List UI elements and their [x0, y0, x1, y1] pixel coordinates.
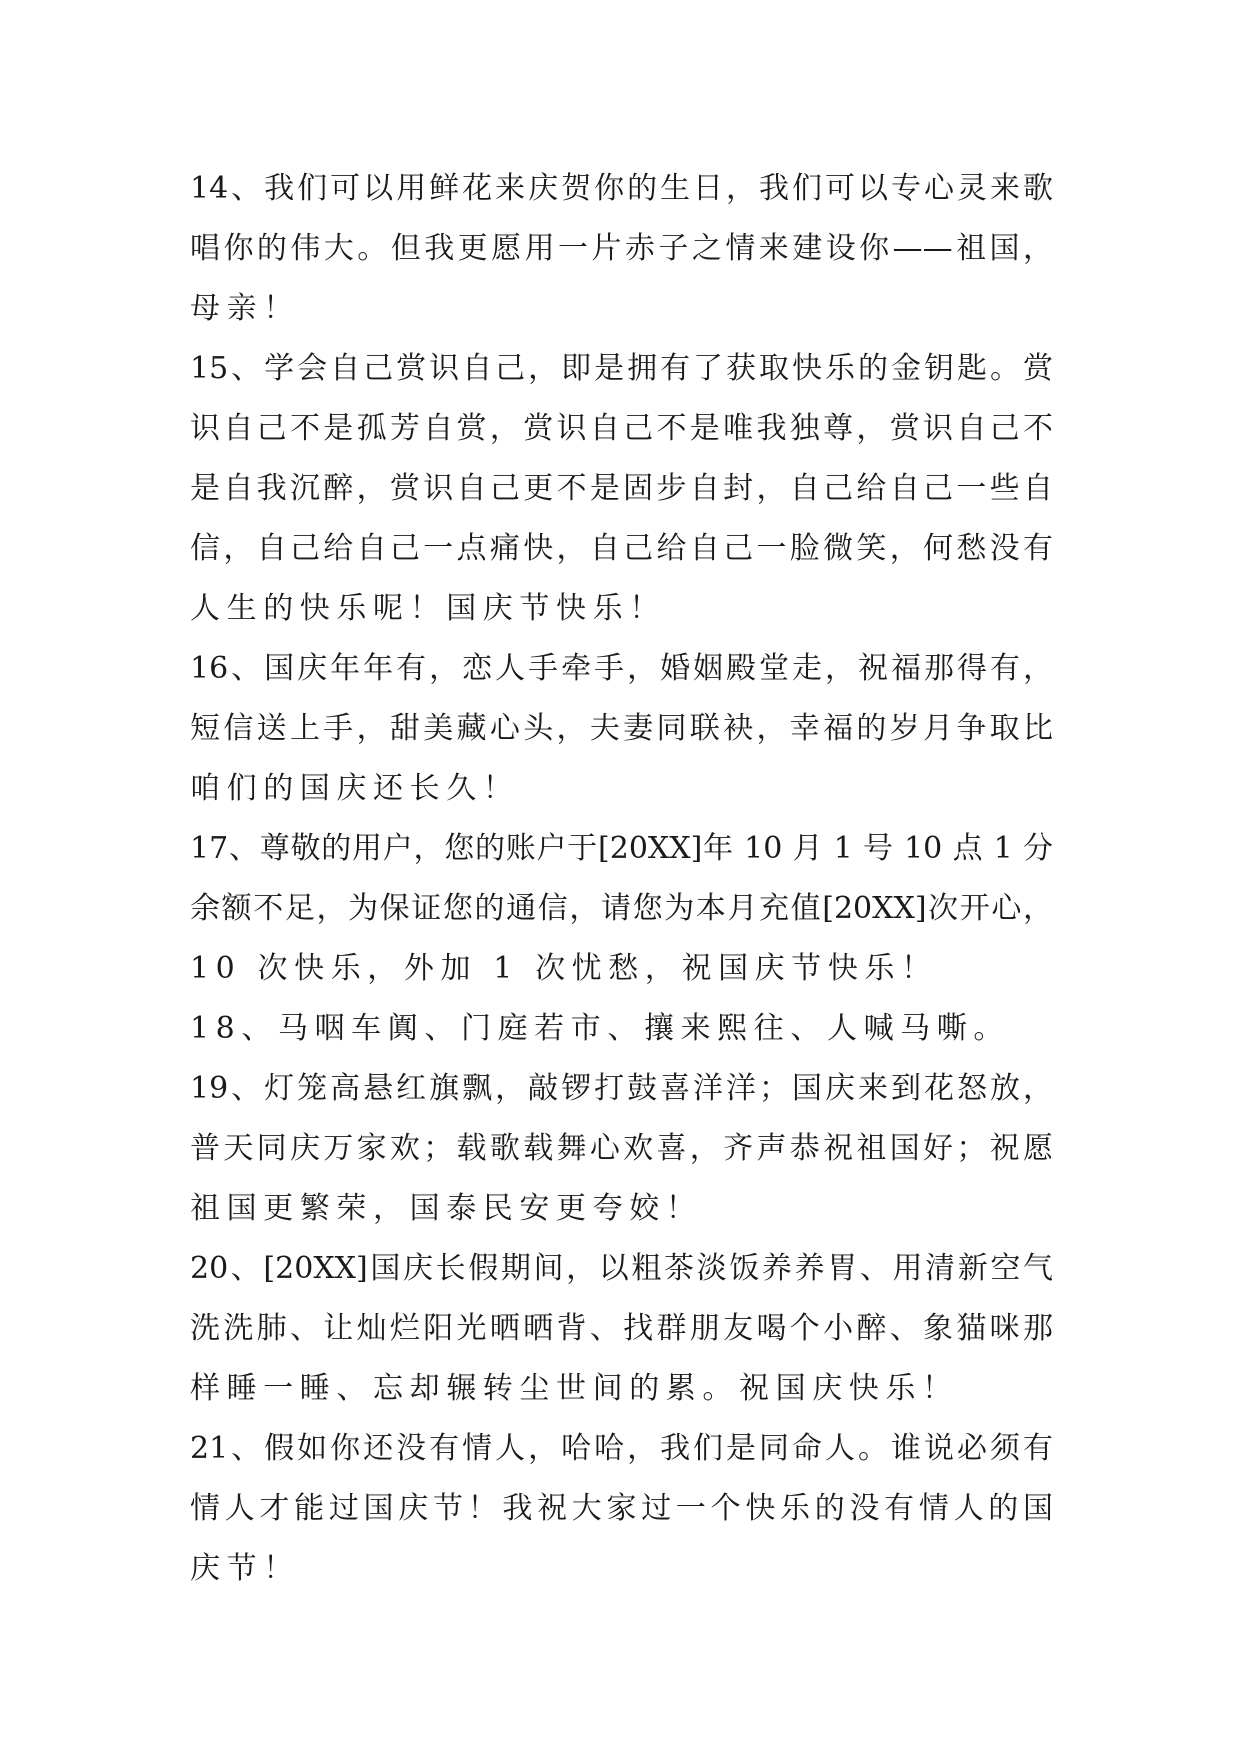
text-line: 21、假如你还没有情人，哈哈，我们是同命人。谁说必须有 [190, 1431, 1053, 1466]
paragraph-14 [190, 159, 1053, 339]
text-line: 母亲！ [190, 291, 300, 326]
text-line: 普天同庆万家欢；载歌载舞心欢喜，齐声恭祝祖国好；祝愿 [190, 1131, 1053, 1166]
text-line: 唱你的伟大。但我更愿用一片赤子之情来建设你——祖国， [190, 231, 1053, 266]
text-line: 19、灯笼高悬红旗飘，敲锣打鼓喜洋洋；国庆来到花怒放， [190, 1071, 1053, 1106]
text-line: 18、马咽车阗、门庭若市、攘来熙往、人喊马嘶。 [190, 1011, 1010, 1046]
text-line: 洗洗肺、让灿烂阳光晒晒背、找群朋友喝个小醉、象猫咪那 [190, 1311, 1053, 1346]
text-line: 情人才能过国庆节！我祝大家过一个快乐的没有情人的国 [190, 1491, 1053, 1526]
text-line: 样睡一睡、忘却辗转尘世间的累。祝国庆快乐！ [190, 1371, 959, 1406]
text-line: 庆节！ [190, 1551, 300, 1586]
paragraph-17 [190, 819, 1053, 999]
paragraph-21 [190, 1419, 1053, 1599]
text-line: 20、[20XX]国庆长假期间，以粗茶淡饭养养胃、用清新空气 [190, 1251, 1053, 1286]
text-line: 17、尊敬的用户，您的账户于[20XX]年 10 月 1 号 10 点 1 分 [190, 831, 1053, 866]
paragraph-20 [190, 1239, 1053, 1419]
text-line: 是自我沉醉，赏识自己更不是固步自封，自己给自己一些自 [190, 471, 1053, 506]
paragraph-19 [190, 1059, 1053, 1239]
text-line: 余额不足，为保证您的通信，请您为本月充值[20XX]次开心， [190, 891, 1053, 926]
paragraph-16 [190, 639, 1053, 819]
text-line: 14、我们可以用鲜花来庆贺你的生日，我们可以专心灵来歌 [190, 171, 1053, 206]
text-line: 人生的快乐呢！国庆节快乐！ [190, 591, 666, 626]
document-body [190, 159, 1053, 1599]
text-line: 16、国庆年年有，恋人手牵手，婚姻殿堂走，祝福那得有， [190, 651, 1053, 686]
text-line: 祖国更繁荣，国泰民安更夸姣！ [190, 1191, 703, 1226]
text-line: 咱们的国庆还长久！ [190, 771, 520, 806]
paragraph-15 [190, 339, 1053, 639]
text-line: 10 次快乐，外加 1 次忧愁，祝国庆节快乐！ [190, 951, 938, 986]
text-line: 15、学会自己赏识自己，即是拥有了获取快乐的金钥匙。赏 [190, 351, 1053, 386]
text-line: 信，自己给自己一点痛快，自己给自己一脸微笑，何愁没有 [190, 531, 1053, 566]
text-line: 识自己不是孤芳自赏，赏识自己不是唯我独尊，赏识自己不 [190, 411, 1053, 446]
text-line: 短信送上手，甜美藏心头，夫妻同联袂，幸福的岁月争取比 [190, 711, 1053, 746]
paragraph-18 [190, 999, 1053, 1059]
